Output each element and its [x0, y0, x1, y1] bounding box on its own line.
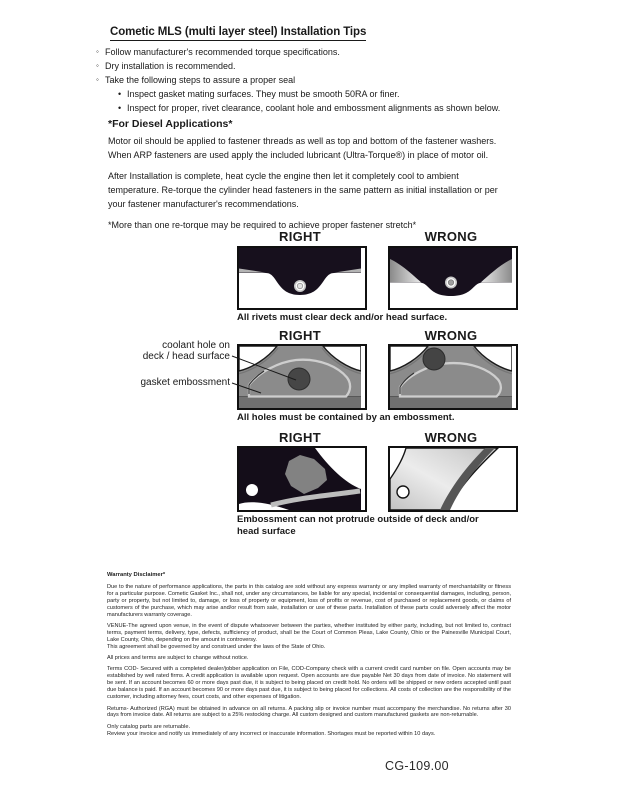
retorque-note: *More than one re-torque may be required to achieve proper fastener stretch*	[108, 220, 417, 230]
protrusion-right-svg	[239, 448, 361, 510]
figure-row3-right-diagram	[237, 446, 367, 512]
figure-row2-right-diagram	[237, 344, 367, 410]
rivet-clearance-right-svg	[239, 248, 361, 308]
installation-tips-list	[96, 45, 500, 115]
list-item-text: Follow manufacturer's recommended torque specifications.	[105, 47, 340, 57]
figure-row2-wrong-diagram	[388, 344, 518, 410]
sub-list-item	[118, 101, 500, 115]
protrusion-wrong-svg	[390, 448, 512, 510]
right-label-row3: RIGHT	[279, 430, 321, 445]
warranty-heading: Warranty Disclaimer*	[107, 572, 166, 578]
bolt-hole	[397, 486, 409, 498]
list-item-text: Dry installation is recommended.	[105, 61, 236, 71]
list-item	[96, 73, 500, 87]
figure-caption-3: Embossment can not protrude outside of deck and/or head surface	[237, 514, 479, 537]
open-bullet-icon: ◦	[96, 75, 99, 84]
list-item	[96, 45, 500, 59]
figure-row3-wrong-diagram	[388, 446, 518, 512]
coolant-hole-callout: coolant hole on deck / head surface	[142, 340, 230, 362]
warranty-paragraph: Review your invoice and notify us immediately of any incorrect or inaccurate information. Shortages must be reported within 10 days.	[107, 730, 436, 737]
embossment-wrong-svg	[390, 346, 512, 408]
wrong-label-row3: WRONG	[424, 430, 478, 445]
rivet-clearance-wrong-svg	[390, 248, 512, 308]
open-bullet-icon: ◦	[96, 47, 99, 56]
page-title: Cometic MLS (multi layer steel) Installation Tips	[110, 26, 366, 41]
warranty-paragraph: VENUE-The agreed upon venue, in the event of dispute whatsoever between the parties, whether instituted by either party, including, but not limited to, contract terms, payment terms, delivery, type, defects, sufficiency of product, shall be the Court of Common Pleas, Lake County, Ohio or the Painesville Municipal Court, Lake County, Ohio, depending on the amount in controversy.	[107, 622, 511, 643]
list-item-text: Inspect gasket mating surfaces. They must be smooth 50RA or finer.	[127, 89, 400, 99]
figure-row1-wrong-diagram	[388, 246, 518, 310]
warranty-paragraph: Terms COD- Secured with a completed dealer/jobber application on File, COD-Company check with a current credit card number on file. Open accounts may be established by well rated firms. A credit application is available upon request. Open accounts are due payable Net 30 days from date of invoice. No statement will be sent. If an account becomes 60 or more days past due, it is subject to being placed on credit hold. No orders will be shipped or new orders accepted until past due balance is paid. If an account becomes 90 or more days past due, it is subject to being placed for collections. All costs of collection are the responsibility of the customer, including attorney fees, court costs, and other expenses of litigation.	[107, 666, 511, 701]
figure-row1-right-diagram	[237, 246, 367, 310]
warranty-paragraph: This agreement shall be governed by and construed under the laws of the State of Ohio.	[107, 643, 326, 650]
right-label-row1: RIGHT	[279, 229, 321, 244]
rivet-icon	[445, 277, 457, 289]
list-item	[96, 59, 500, 73]
wrong-label-row1: WRONG	[424, 229, 478, 244]
filled-bullet-icon: •	[118, 89, 122, 99]
warranty-disclaimer	[107, 572, 511, 742]
wrong-label-row2: WRONG	[424, 328, 478, 343]
warranty-paragraph: All prices and terms are subject to change without notice.	[107, 655, 249, 662]
embossment-right-svg	[239, 346, 361, 408]
figure-caption-1: All rivets must clear deck and/or head surface.	[237, 312, 448, 323]
diesel-paragraph-2: After Installation is complete, heat cycle the engine then let it completely cool to ambient temperature. Re-torque the cylinder head fasteners in the same pattern as initial installation or per your fastener manufacturer's recommendations.	[108, 171, 498, 209]
bolt-hole	[246, 484, 258, 496]
right-label-row2: RIGHT	[279, 328, 321, 343]
sub-list-item	[118, 87, 500, 101]
coolant-hole	[423, 348, 445, 370]
diesel-paragraph-1: Motor oil should be applied to fastener threads as well as top and bottom of the fastener washers. When ARP fasteners are used apply the included lubricant (Ultra-Torque®) in place of motor oil.	[108, 136, 497, 160]
list-item-text: Inspect for proper, rivet clearance, coolant hole and embossment alignments as shown below.	[127, 103, 501, 113]
figure-caption-2: All holes must be contained by an embossment.	[237, 412, 455, 423]
warranty-paragraph: Returns- Authorized (RGA) must be obtained in advance on all returns. A packing slip or invoice number must accompany the merchandise. No returns after 30 days from invoice date. All returns are subject to a 25% restocking charge. All custom designed and custom manufactured gaskets are non-returnable.	[107, 705, 511, 719]
page-code: CG-109.00	[385, 759, 449, 773]
warranty-paragraph: Due to the nature of performance applications, the parts in this catalog are sold without any express warranty or any implied warranty of merchantability or fitness for a particular purpose. Cometic Gasket Inc., shall not, under any circumstances, be liable for any special, incidental or consequential damages, including, person, party or property, but not limited to, damage, or loss of property or equipment, loss of profits or revenue, cost of purchased or replacement goods, or claims of customers of the purchase, which may arise and/or result from sale, installation or use of these parts. Installation of these parts could adversely affect the motor manufacturers warranty coverage.	[107, 583, 511, 618]
list-item-text: Take the following steps to assure a proper seal	[105, 75, 296, 85]
warranty-paragraph: Only catalog parts are returnable.	[107, 723, 191, 730]
gasket-embossment-callout: gasket embossment	[140, 377, 230, 388]
open-bullet-icon: ◦	[96, 61, 99, 70]
rivet-icon	[294, 280, 306, 292]
coolant-hole	[288, 368, 310, 390]
filled-bullet-icon: •	[118, 103, 122, 113]
diesel-section-heading: *For Diesel Applications*	[108, 118, 233, 130]
